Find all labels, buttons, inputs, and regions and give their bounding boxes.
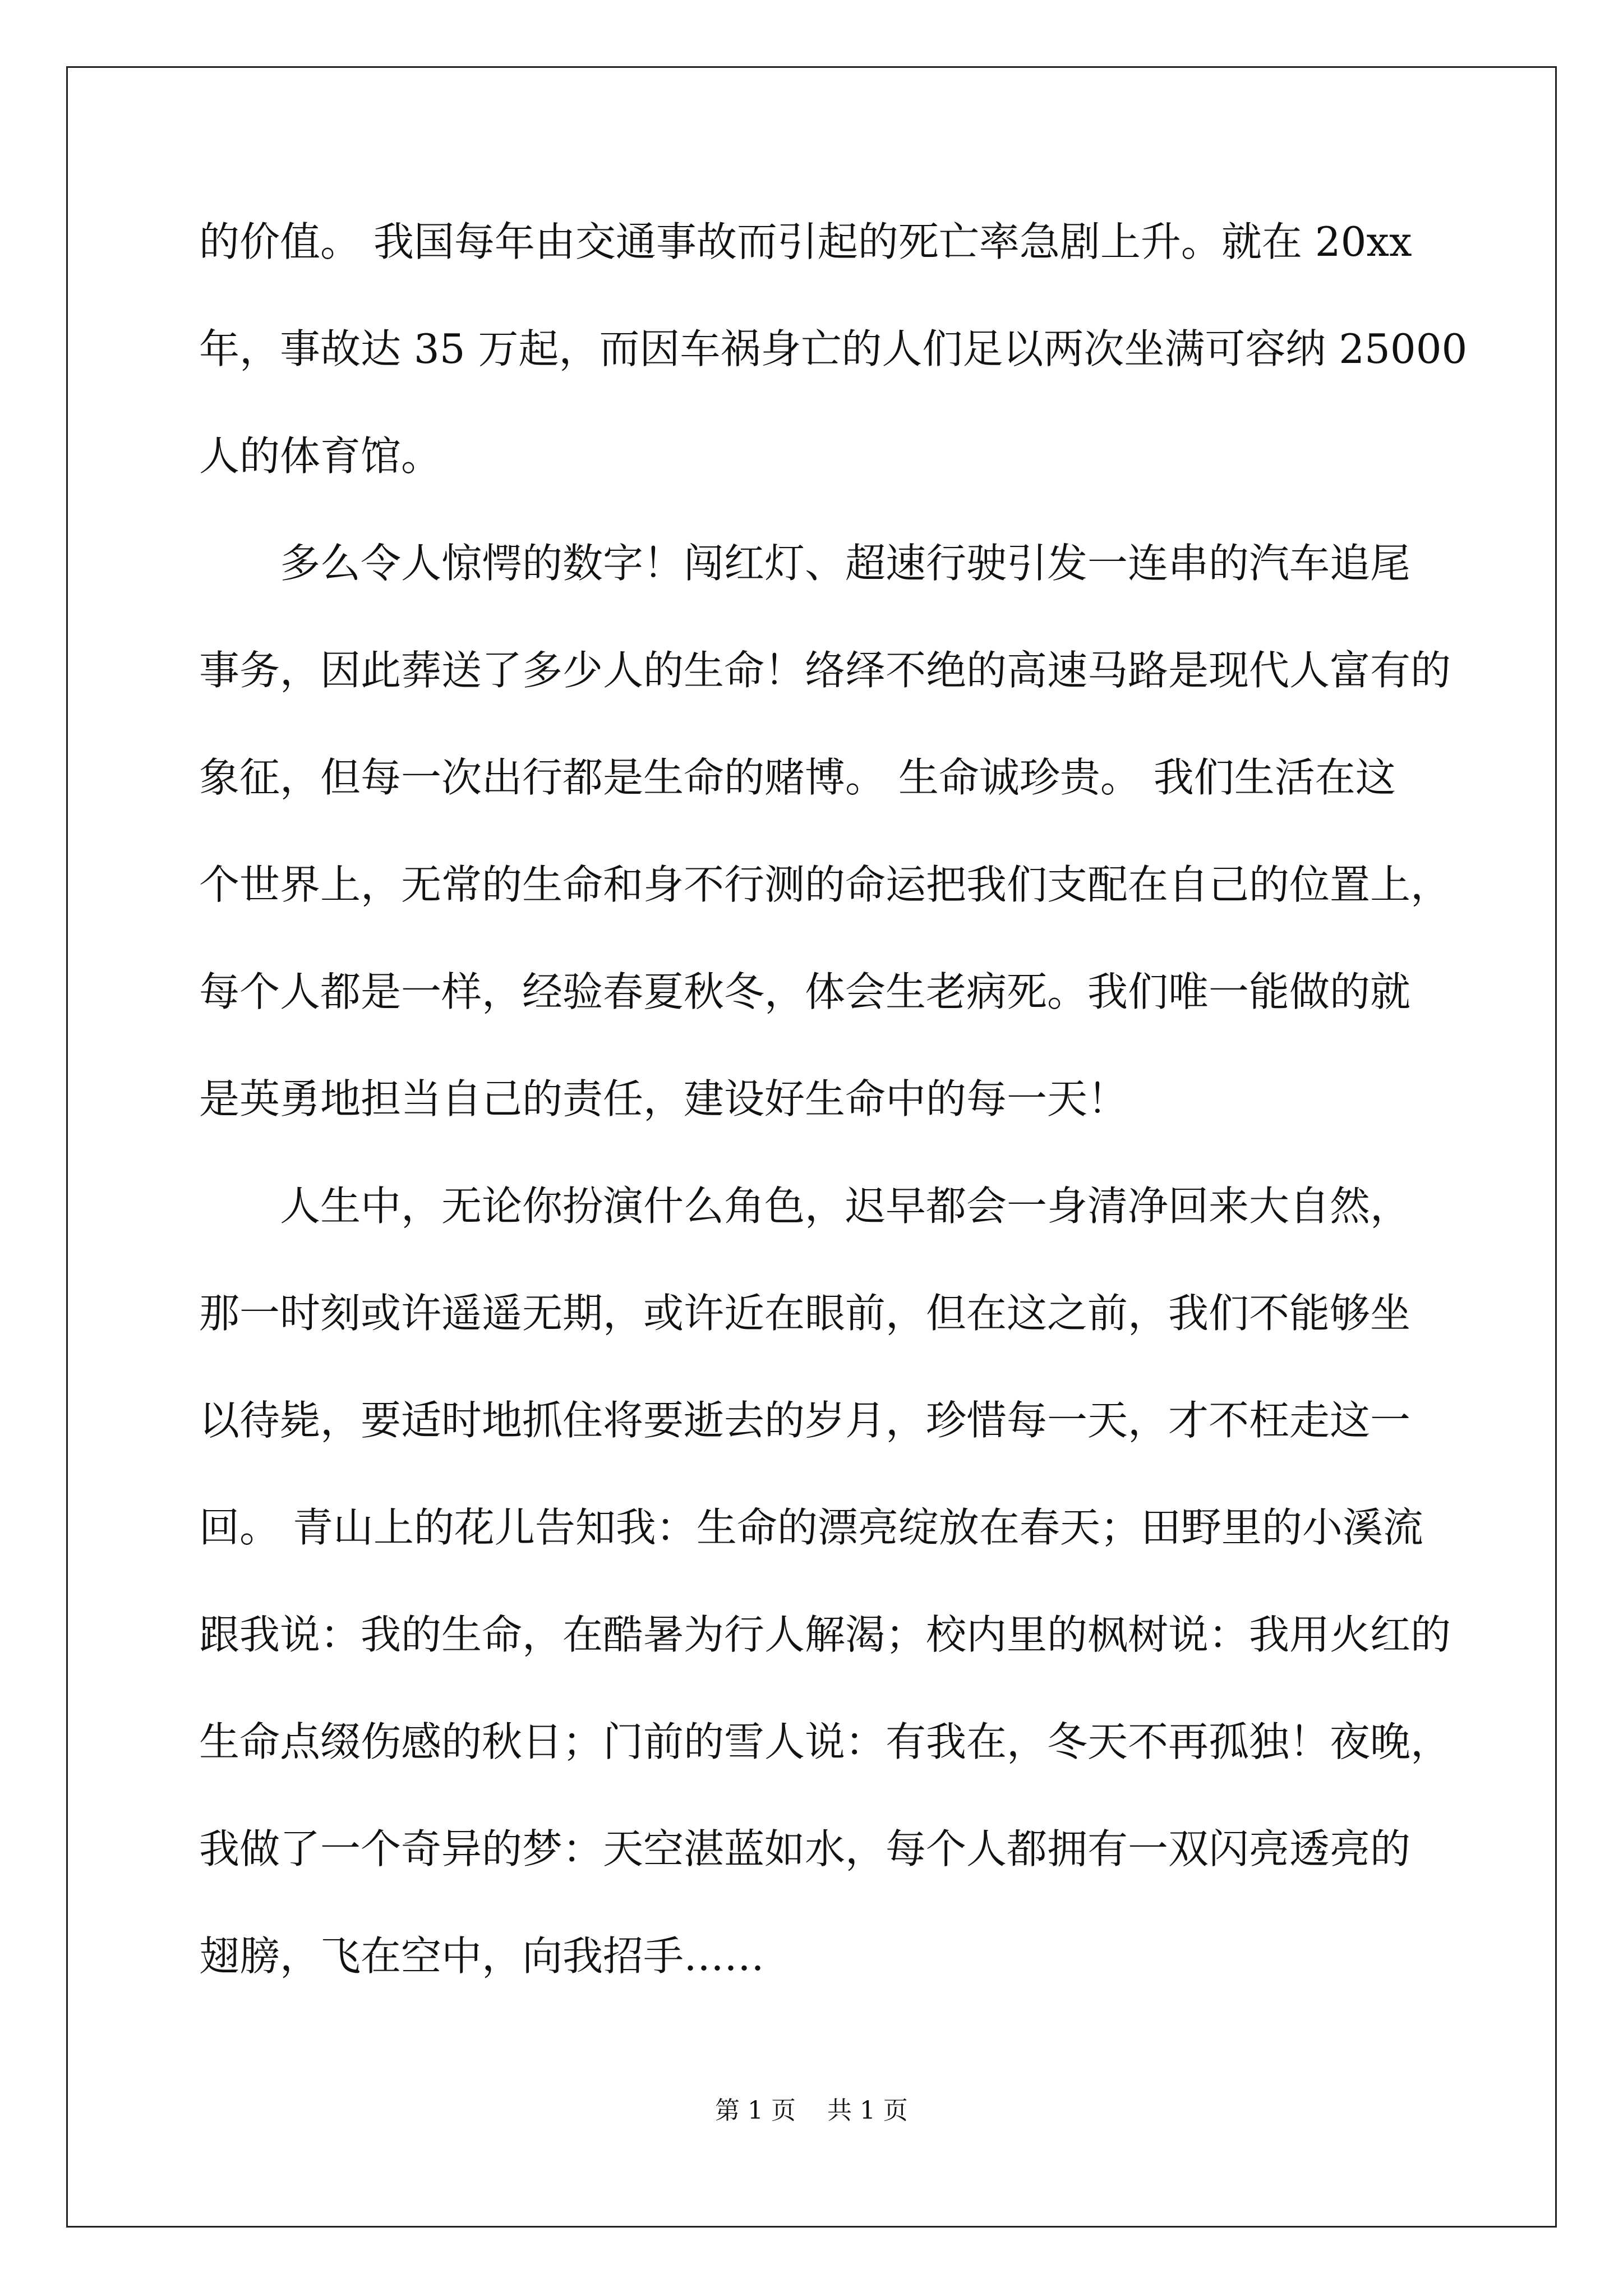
text-line: 回。 青山上的花儿告知我：生命的漂亮绽放在春天；田野里的小溪流 <box>199 1504 1423 1551</box>
text-line: 跟我说：我的生命，在酷暑为行人解渴；校内里的枫树说：我用火红的 <box>199 1611 1451 1658</box>
text-line: 翅膀，飞在空中，向我招手…… <box>199 1932 765 1980</box>
text-line: 事务，因此葬送了多少人的生命！络绎不绝的高速马路是现代人富有的 <box>199 647 1451 694</box>
text-line: 是英勇地担当自己的责任，建设好生命中的每一天！ <box>199 1075 1128 1122</box>
text-line: 每个人都是一样，经验春夏秋冬，体会生老病死。我们唯一能做的就 <box>199 968 1411 1015</box>
text-line: 生命点缀伤感的秋日；门前的雪人说：有我在，冬天不再孤独！夜晚， <box>199 1718 1451 1765</box>
text-line: 年，事故达 35 万起，而因车祸身亡的人们足以两次坐满可容纳 25000 <box>199 325 1468 372</box>
text-line: 那一时刻或许遥遥无期，或许近在眼前，但在这之前，我们不能够坐 <box>199 1290 1411 1337</box>
paragraph-first-line: 人生中，无论你扮演什么角色，迟早都会一身清净回来大自然， <box>280 1182 1411 1230</box>
page-footer: 第 1 页 共 1 页 <box>715 2096 908 2125</box>
document-body <box>199 218 1468 2043</box>
text-line: 的价值。 我国每年由交通事故而引起的死亡率急剧上升。就在 20xx <box>199 218 1412 265</box>
text-line: 人的体育馆。 <box>199 432 442 480</box>
text-line: 个世界上，无常的生命和身不行测的命运把我们支配在自己的位置上， <box>199 861 1451 908</box>
text-line: 以待毙，要适时地抓住将要逝去的岁月，珍惜每一天，才不枉走这一 <box>199 1397 1411 1444</box>
paragraph-first-line: 多么令人惊愕的数字！闯红灯、超速行驶引发一连串的汽车追尾 <box>280 540 1411 587</box>
text-line: 象征，但每一次出行都是生命的赌博。 生命诚珍贵。 我们生活在这 <box>199 754 1396 801</box>
text-line: 我做了一个奇异的梦：天空湛蓝如水，每个人都拥有一双闪亮透亮的 <box>199 1825 1411 1872</box>
